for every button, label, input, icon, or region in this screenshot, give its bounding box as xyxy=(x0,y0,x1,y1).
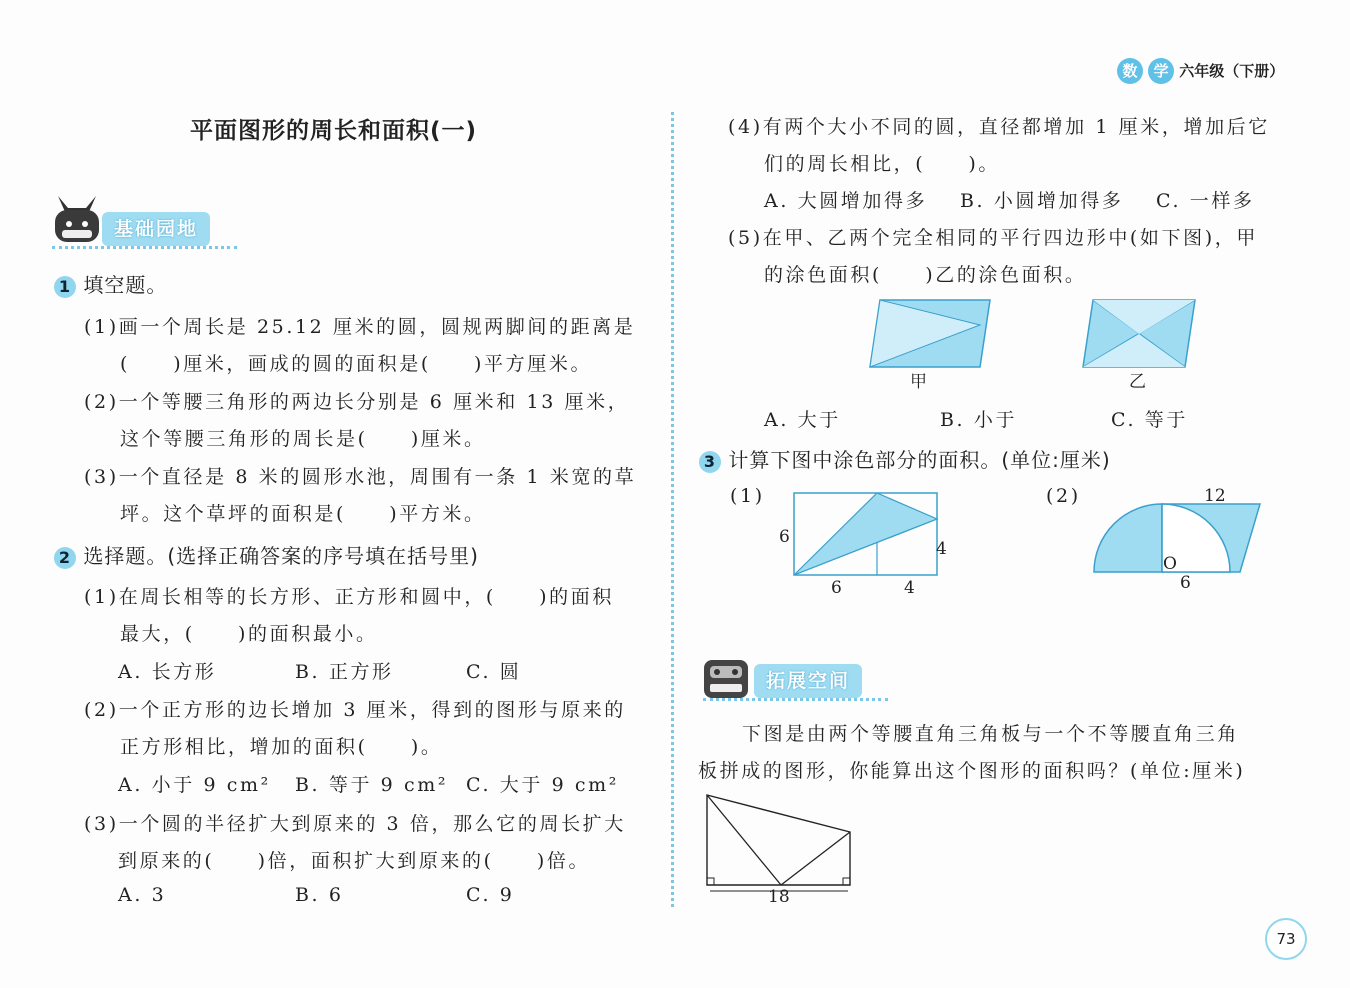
q2-item4-line2: 们的周长相比，( )。 xyxy=(764,153,1001,175)
subject-header xyxy=(1117,58,1284,84)
section-basic-underline xyxy=(52,246,237,249)
fig1-dim-left: 6 xyxy=(779,527,790,547)
grade-label: 六年级（下册） xyxy=(1179,62,1285,80)
fig1-dim-right: 4 xyxy=(936,539,947,559)
q3-figure-1 xyxy=(775,488,955,600)
q2-number-badge: 2 xyxy=(54,547,76,569)
q2-item1-line2: 最大，( )的面积最小。 xyxy=(120,623,378,645)
fig2-dim-radius: 6 xyxy=(1180,573,1191,593)
q2-heading xyxy=(54,540,479,569)
parallelogram-yi-figure xyxy=(1075,295,1205,390)
q1-heading xyxy=(54,269,167,298)
fig1-dim-bottom-right: 4 xyxy=(904,578,915,598)
ext-right-angle-left xyxy=(707,878,714,885)
figure-label-jia: 甲 xyxy=(910,372,927,390)
q2-item1-line1: (1)在周长相等的长方形、正方形和圆中，( )的面积 xyxy=(84,586,614,608)
q2-item2-option-b: B. 等于 9 cm² xyxy=(295,774,449,796)
fig2-quarter-circle xyxy=(1094,504,1162,572)
q2-item3-option-c: C. 9 xyxy=(466,884,515,906)
q1-item1-line1: (1)画一个周长是 25.12 厘米的圆，圆规两脚间的距离是 xyxy=(84,316,636,338)
q2-item1-option-a: A. 长方形 xyxy=(118,661,217,683)
page-number: 73 xyxy=(1265,918,1307,960)
subject-badge-1: 数 xyxy=(1117,58,1143,84)
section-basic-banner: 基础园地 xyxy=(102,212,210,246)
ext-outline xyxy=(707,795,850,885)
q1-item3-line2: 坪。这个草坪的面积是( )平方米。 xyxy=(120,503,486,525)
section-extension-banner: 拓展空间 xyxy=(754,664,862,698)
ext-right-angle-right xyxy=(843,878,850,885)
section-extension-underline xyxy=(703,698,888,701)
q1-item1-line2: ( )厘米，画成的圆的面积是( )平方厘米。 xyxy=(120,353,593,375)
q2-item5-line1: (5)在甲、乙两个完全相同的平行四边形中(如下图)，甲 xyxy=(728,227,1258,249)
q2-item2-line1: (2)一个正方形的边长增加 3 厘米，得到的图形与原来的 xyxy=(84,699,626,721)
q3-fig2-label: (2) xyxy=(1046,485,1081,507)
fig1-dim-bottom-left: 6 xyxy=(831,578,842,598)
q3-figure-2 xyxy=(1090,484,1270,596)
column-divider xyxy=(671,112,674,907)
q2-item2-option-a: A. 小于 9 cm² xyxy=(118,774,271,796)
q2-item4-option-b: B. 小圆增加得多 xyxy=(960,190,1124,212)
q2-item4-line1: (4)有两个大小不同的圆，直径都增加 1 厘米，增加后它 xyxy=(728,116,1270,138)
q2-item2-option-c: C. 大于 9 cm² xyxy=(466,774,619,796)
figure-label-yi: 乙 xyxy=(1129,372,1146,390)
q2-heading-text: 选择题。(选择正确答案的序号填在括号里) xyxy=(83,544,479,568)
subject-badge-2: 学 xyxy=(1148,58,1174,84)
q1-number-badge: 1 xyxy=(54,276,76,298)
extension-figure xyxy=(698,787,858,909)
q2-item5-option-c: C. 等于 xyxy=(1111,409,1188,431)
q1-item2-line1: (2)一个等腰三角形的两边长分别是 6 厘米和 13 厘米， xyxy=(84,391,630,413)
q2-item3-line2: 到原来的( )倍，面积扩大到原来的( )倍。 xyxy=(118,850,591,872)
q2-item1-option-c: C. 圆 xyxy=(466,661,522,683)
page-title: 平面图形的周长和面积(一) xyxy=(190,118,478,144)
q1-item3-line1: (3)一个直径是 8 米的圆形水池，周围有一条 1 米宽的草 xyxy=(84,466,637,488)
rabbit-mascot-icon xyxy=(52,192,102,246)
q1-item2-line2: 这个等腰三角形的周长是( )厘米。 xyxy=(120,428,486,450)
robot-mascot-icon xyxy=(700,656,752,700)
fig2-center-label: O xyxy=(1163,554,1177,574)
extension-line1: 下图是由两个等腰直角三角板与一个不等腰直角三角 xyxy=(742,723,1239,745)
q3-fig1-label: (1) xyxy=(730,485,765,507)
fig1-shaded-triangle xyxy=(794,493,937,575)
parallelogram-jia-figure xyxy=(862,295,992,390)
q2-item4-option-c: C. 一样多 xyxy=(1156,190,1255,212)
extension-line2: 板拼成的图形，你能算出这个图形的面积吗？(单位:厘米) xyxy=(698,760,1246,782)
q2-item3-option-b: B. 6 xyxy=(295,884,344,906)
q3-heading-text: 计算下图中涂色部分的面积。(单位:厘米) xyxy=(728,448,1111,472)
q2-item5-option-a: A. 大于 xyxy=(764,409,841,431)
q2-item2-line2: 正方形相比，增加的面积( )。 xyxy=(120,736,443,758)
ext-dim-base: 18 xyxy=(768,887,790,907)
q3-heading xyxy=(699,444,1111,473)
q2-item1-option-b: B. 正方形 xyxy=(295,661,394,683)
ext-right-triangle-hyp xyxy=(781,832,850,885)
q2-item3-line1: (3)一个圆的半径扩大到原来的 3 倍，那么它的周长扩大 xyxy=(84,813,626,835)
q3-number-badge: 3 xyxy=(699,451,721,473)
q2-item5-line2: 的涂色面积( )乙的涂色面积。 xyxy=(764,264,1087,286)
fig2-dim-top: 12 xyxy=(1204,486,1226,506)
q1-heading-text: 填空题。 xyxy=(83,273,168,297)
q2-item3-option-a: A. 3 xyxy=(118,884,167,906)
q2-item5-option-b: B. 小于 xyxy=(940,409,1018,431)
q2-item4-option-a: A. 大圆增加得多 xyxy=(764,190,928,212)
ext-left-triangle-hyp xyxy=(707,795,781,885)
